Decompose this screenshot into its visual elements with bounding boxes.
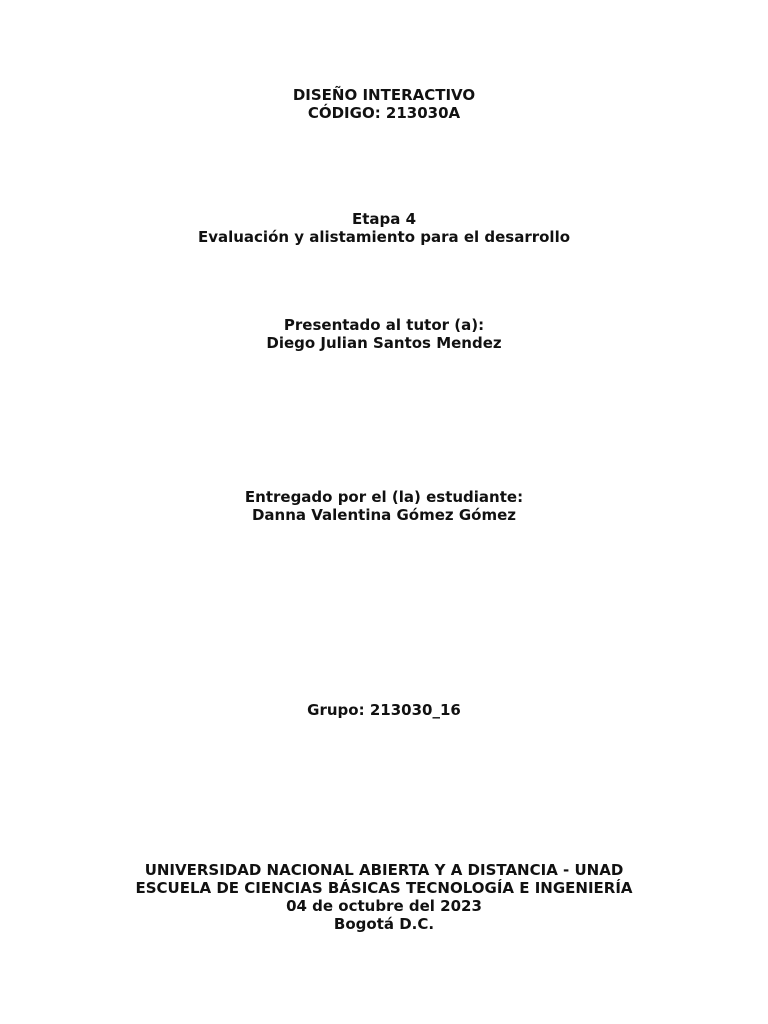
school-name: ESCUELA DE CIENCIAS BÁSICAS TECNOLOGÍA E INGENIERÍA (135, 879, 633, 897)
document-date: 04 de octubre del 2023 (286, 897, 482, 915)
stage-header (0, 210, 768, 246)
stage-subtitle: Evaluación y alistamiento para el desarrollo (197, 228, 571, 246)
institution-footer (0, 861, 768, 933)
course-header (0, 86, 768, 122)
group-section (0, 701, 768, 719)
stage-title: Etapa 4 (351, 210, 417, 228)
tutor-label: Presentado al tutor (a): (283, 316, 485, 334)
tutor-name: Diego Julian Santos Mendez (266, 334, 502, 352)
document-city: Bogotá D.C. (333, 915, 435, 933)
student-section (0, 488, 768, 524)
student-name: Danna Valentina Gómez Gómez (251, 506, 517, 524)
course-code: CÓDIGO: 213030A (307, 104, 461, 122)
group-text: Grupo: 213030_16 (307, 701, 461, 719)
student-label: Entregado por el (la) estudiante: (244, 488, 524, 506)
university-name: UNIVERSIDAD NACIONAL ABIERTA Y A DISTANCIA - UNAD (144, 861, 624, 879)
course-name: DISEÑO INTERACTIVO (292, 86, 476, 104)
tutor-section (0, 316, 768, 352)
